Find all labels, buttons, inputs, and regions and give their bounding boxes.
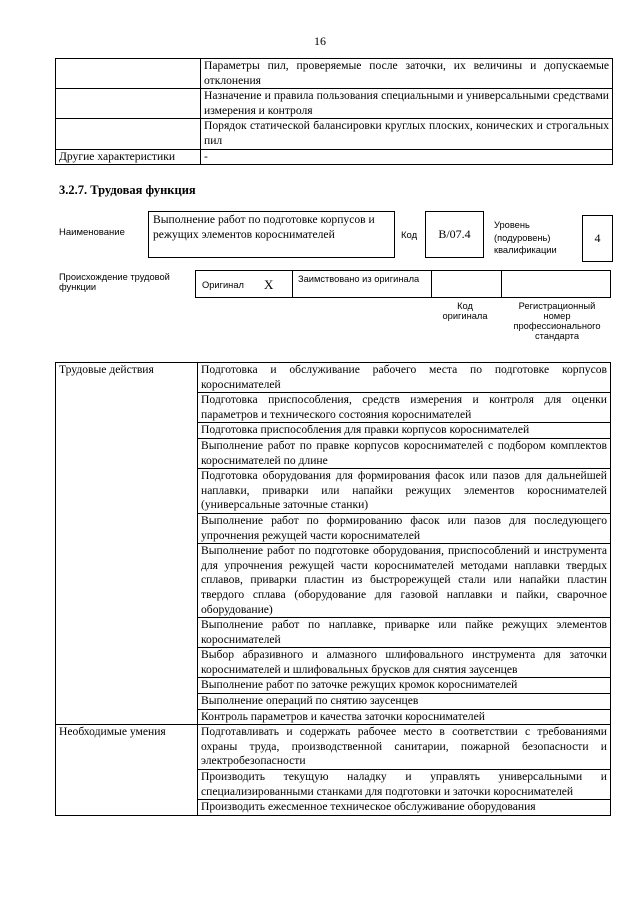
list-item: Выполнение работ по правке корпусов короснимателей с подбором комплектов короснимателей по длине [198, 438, 611, 468]
original-label: Оригинал [202, 280, 244, 290]
row-label: Другие характеристики [56, 149, 201, 165]
group-label: Необходимые умения [56, 725, 198, 816]
row-text: Параметры пил, проверяемые после заточки, их величины и допускаемые отклонения [201, 59, 613, 89]
list-item: Производить ежесменное техническое обслуживание оборудования [198, 800, 611, 816]
code-original-caption: Код оригинала [442, 301, 488, 321]
group-label: Трудовые действия [56, 363, 198, 725]
list-item: Выполнение работ по заточке режущих кромок короснимателей [198, 678, 611, 694]
list-item: Подготавливать и содержать рабочее место в соответствии с требованиями охраны труда, производственной санитарии, пожарной безопасности и электробезопасности [198, 725, 611, 770]
table-row [56, 119, 613, 149]
list-item: Выполнение операций по снятию заусенцев [198, 694, 611, 710]
top-table [55, 58, 613, 165]
row-label [56, 59, 201, 89]
table-row [56, 725, 611, 770]
borrowed-label: Заимствовано из оригинала [298, 274, 420, 284]
table-row [56, 89, 613, 119]
section-title: 3.2.7. Трудовая функция [59, 183, 196, 197]
original-mark: X [264, 277, 274, 292]
row-label [56, 119, 201, 149]
list-item: Производить текущую наладку и управлять универсальными и специализированными станками для подготовки и заточки короснимателей [198, 770, 611, 800]
list-item: Выбор абразивного и алмазного шлифовального инструмента для заточки короснимателей и шлифовальных брусков для снятия заусенцев [198, 648, 611, 678]
list-item: Контроль параметров и качества заточки короснимателей [198, 709, 611, 725]
main-table [55, 362, 611, 816]
list-item: Подготовка и обслуживание рабочего места по подготовке корпусов короснимателей [198, 363, 611, 393]
row-text: Порядок статической балансировки круглых плоских, конических и строгальных пил [201, 119, 613, 149]
table-row [56, 149, 613, 165]
table-row [56, 59, 613, 89]
name-label: Наименование [59, 227, 125, 238]
list-item: Подготовка приспособления, средств измерения и контроля для оценки параметров и технического состояния короснимателей [198, 393, 611, 423]
level-value: 4 [582, 215, 613, 262]
function-code-value: B/07.4 [425, 211, 484, 258]
list-item: Выполнение работ по подготовке оборудования, приспособлений и инструмента для упрочнения режущей части короснимателей методами наплавки твердых сплавов, приварки пластин из быстрорежущей стали или напайки пластин твердого сплава (оборудование для газовой наплавки и пайки, сварочное оборудование) [198, 544, 611, 618]
registration-caption: Регистрационный номер профессионального стандарта [513, 301, 601, 341]
list-item: Подготовка оборудования для формирования фасок или пазов для дальнейшей наплавки, приварки или напайки режущих элементов короснимателей (универсальные заточные станки) [198, 469, 611, 514]
row-label [56, 89, 201, 119]
list-item: Подготовка приспособления для правки корпусов короснимателей [198, 423, 611, 439]
function-name-value: Выполнение работ по подготовке корпусов и режущих элементов короснимателей [148, 211, 395, 258]
level-label: Уровень (подуровень) квалификации [494, 220, 557, 255]
row-text: - [201, 149, 613, 165]
list-item: Выполнение работ по формированию фасок или пазов для последующего упрочнения режущей части короснимателей [198, 513, 611, 543]
table-row [56, 363, 611, 393]
page-number: 16 [314, 34, 326, 48]
row-text: Назначение и правила пользования специальными и универсальными средствами измерения и контроля [201, 89, 613, 119]
origin-label: Происхождение трудовой функции [59, 272, 170, 292]
list-item: Выполнение работ по наплавке, приварке или пайке режущих элементов короснимателей [198, 618, 611, 648]
code-label: Код [401, 230, 418, 241]
